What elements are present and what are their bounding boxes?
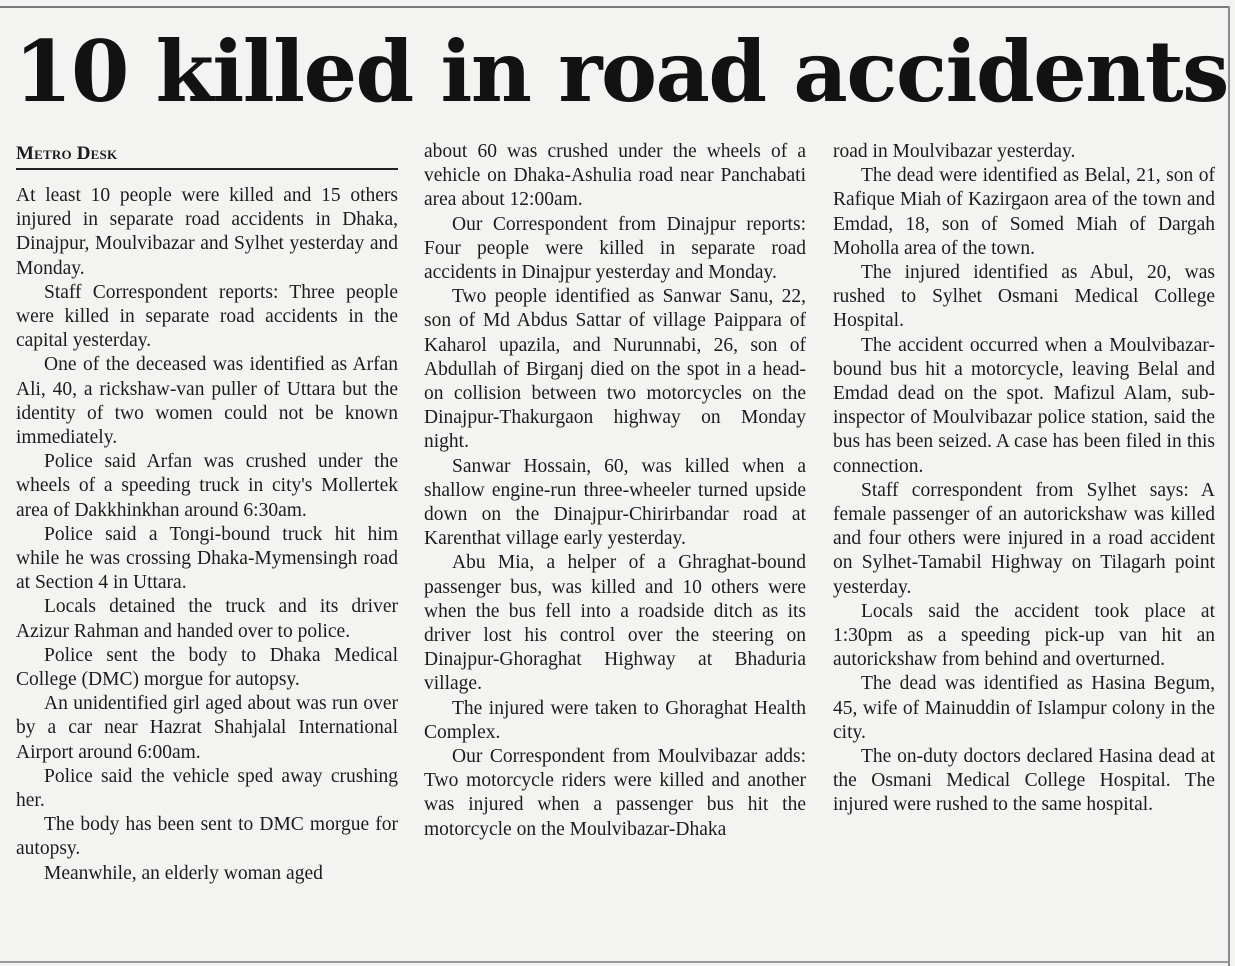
article-paragraph: Abu Mia, a helper of a Ghraghat-bound passenger bus, was killed and 10 others were when the bus fell into a roadside ditch as its driver lost his control over the steering on Dinajpur-Ghoraghat Highway at Bhaduria village. bbox=[424, 552, 806, 695]
article-paragraph: The accident occurred when a Moulvibazar-bound bus hit a motorcycle, leaving Belal and Emdad dead on the spot. Mafizul Alam, sub-inspector of Moulvibazar police station, said the bus has been seized. A case has been filed in this connection. bbox=[833, 334, 1215, 477]
article-paragraph: about 60 was crushed under the wheels of a vehicle on Dhaka-Ashulia road near Panchabati area about 12:00am. bbox=[424, 141, 806, 211]
bottom-rule bbox=[0, 961, 1229, 963]
article-paragraph: The injured identified as Abul, 20, was rushed to Sylhet Osmani Medical College Hospital. bbox=[833, 262, 1215, 332]
article-paragraph: Locals said the accident took place at 1:30pm as a speeding pick-up van hit an autorickshaw from behind and overturned. bbox=[833, 600, 1215, 671]
article-paragraph: Our Correspondent from Moulvibazar adds: Two motorcycle riders were killed and another was injured when a passenger bus hit the motorcycle on the Moulvibazar-Dhaka bbox=[424, 746, 806, 840]
article-paragraph: The injured were taken to Ghoraghat Health Complex. bbox=[424, 697, 806, 743]
right-rule bbox=[1228, 6, 1230, 966]
article-paragraph: Locals detained the truck and its driver Azizur Rahman and handed over to police. bbox=[16, 596, 398, 642]
article-paragraph: An unidentified girl aged about was run over by a car near Hazrat Shahjalal International Airport around 6:00am. bbox=[16, 693, 398, 763]
article-paragraph: The dead was identified as Hasina Begum, 45, wife of Mainuddin of Islampur colony in the city. bbox=[833, 673, 1215, 743]
headline: 10 killed in road accidents bbox=[14, 22, 1228, 121]
article-paragraph: road in Moulvibazar yesterday. bbox=[833, 141, 1076, 162]
article-paragraph: Police said the vehicle sped away crushing her. bbox=[16, 765, 398, 812]
article-paragraph: Two people identified as Sanwar Sanu, 22, son of Md Abdus Sattar of village Paippara of Kaharol upazila, and Nurunnabi, 26, son of Abdullah of Birganj died on the spot in a head-on collision between two motorcycles on the Dinajpur-Thakurgaon highway on Monday night. bbox=[424, 286, 806, 453]
article-paragraph: Our Correspondent from Dinajpur reports: Four people were killed in separate road accidents in Dinajpur yesterday and Monday. bbox=[424, 213, 806, 284]
article-column-1 bbox=[16, 140, 398, 886]
article-paragraph: Staff Correspondent reports: Three people were killed in separate road accidents in the capital yesterday. bbox=[16, 281, 398, 352]
article-column-2 bbox=[424, 140, 806, 842]
article-paragraph: At least 10 people were killed and 15 others injured in separate road accidents in Dhaka, Dinajpur, Moulvibazar and Sylhet yesterday and Monday. bbox=[16, 185, 398, 279]
article-paragraph: One of the deceased was identified as Arfan Ali, 40, a rickshaw-van puller of Uttara but the identity of two women could not be known immediately. bbox=[16, 354, 398, 449]
article-paragraph: Sanwar Hossain, 60, was killed when a shallow engine-run three-wheeler turned upside down on the Dinajpur-Chirirbandar road at Karenthat village early yesterday. bbox=[424, 455, 806, 550]
article-paragraph: The body has been sent to DMC morgue for autopsy. bbox=[16, 814, 398, 860]
article-paragraph: The on-duty doctors declared Hasina dead at the Osmani Medical College Hospital. The injured were rushed to the same hospital. bbox=[833, 746, 1215, 816]
article-paragraph: Police sent the body to Dhaka Medical College (DMC) morgue for autopsy. bbox=[16, 644, 398, 691]
article-paragraph: The dead were identified as Belal, 21, son of Rafique Miah of Kazirgaon area of the town and Emdad, 18, son of Somed Miah of Dargah Moholla area of the town. bbox=[833, 165, 1215, 259]
article-column-3 bbox=[833, 140, 1215, 818]
article-paragraph: Meanwhile, an elderly woman aged bbox=[44, 862, 323, 884]
top-rule bbox=[0, 6, 1229, 8]
byline: Metro Desk bbox=[16, 140, 398, 170]
article-paragraph: Staff correspondent from Sylhet says: A female passenger of an autorickshaw was killed and four others were injured in a road accident on Sylhet-Tamabil Highway on Tilagarh point yesterday. bbox=[833, 479, 1215, 598]
article-paragraph: Police said Arfan was crushed under the wheels of a speeding truck in city's Mollertek area of Dakkhinkhan around 6:30am. bbox=[16, 451, 398, 521]
article-paragraph: Police said a Tongi-bound truck hit him while he was crossing Dhaka-Mymensingh road at Section 4 in Uttara. bbox=[16, 523, 398, 594]
